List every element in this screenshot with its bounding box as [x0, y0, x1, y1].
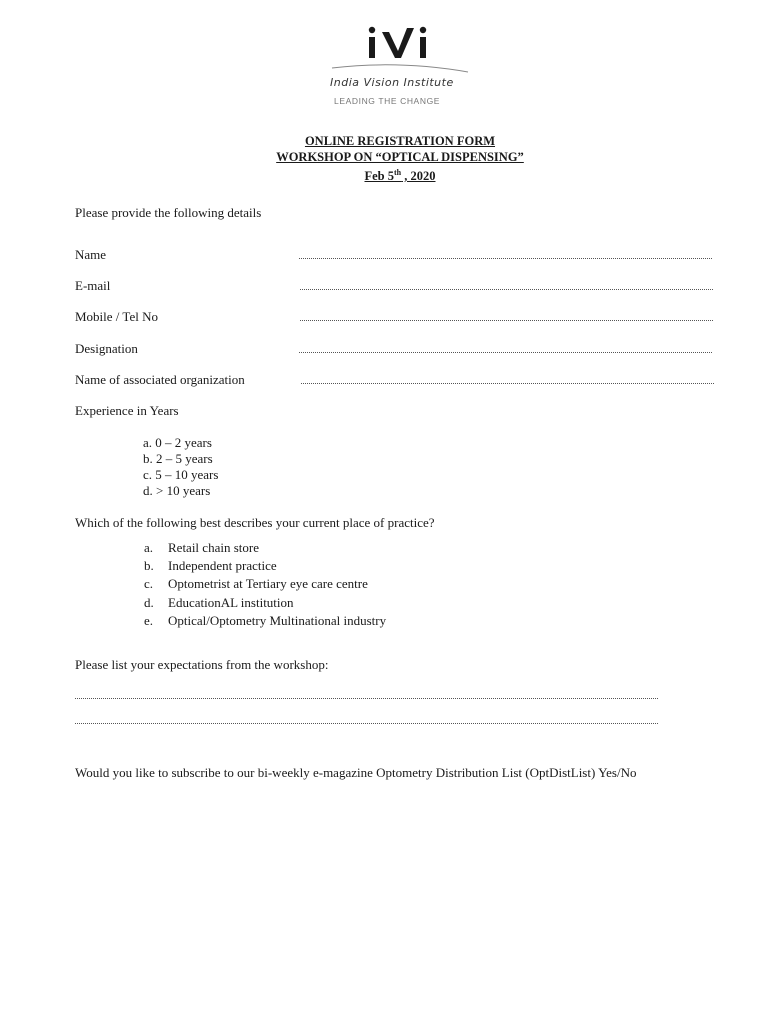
expectations-label: Please list your expectations from the workshop:: [75, 657, 329, 672]
expectations-input-line-1[interactable]: [75, 697, 658, 699]
designation-label: Designation: [75, 341, 138, 356]
email-input[interactable]: [300, 288, 713, 290]
mobile-label: Mobile / Tel No: [75, 309, 158, 324]
workshop-title: WORKSHOP ON “OPTICAL DISPENSING”: [276, 150, 524, 164]
experience-option[interactable]: d. > 10 years: [143, 483, 211, 498]
mobile-input[interactable]: [300, 319, 713, 321]
intro-text: Please provide the following details: [75, 205, 262, 220]
experience-option[interactable]: a. 0 – 2 years: [143, 435, 212, 450]
experience-option[interactable]: c. 5 – 10 years: [143, 467, 219, 482]
subscribe-question: Would you like to subscribe to our bi-weekly e-magazine Optometry Distribution List (OptDistList) Yes/No: [75, 765, 637, 780]
experience-option[interactable]: b. 2 – 5 years: [143, 451, 213, 466]
workshop-date: Feb 5th , 2020: [364, 168, 436, 184]
logo-script-text: India Vision Institute: [330, 76, 454, 89]
form-title-block: [0, 133, 770, 184]
name-label: Name: [75, 247, 107, 262]
logo-tagline: LEADING THE CHANGE: [334, 96, 441, 106]
experience-label: Experience in Years: [75, 403, 179, 418]
email-label: E-mail: [75, 278, 111, 293]
form-title: ONLINE REGISTRATION FORM: [304, 134, 496, 148]
organization-label: Name of associated organization: [75, 372, 245, 387]
registration-form-page: India Vision Institute LEADING THE CHANGE ONLINE REGISTRATION FORM WORKSHOP ON “OPTICAL DISPENSING” Feb 5th , 2020 Please provide the following details Name E-mail Mobile / Tel No Designation Name of associated organization Experience in Years a. 0 – 2 years b. 2 – 5 years c. 5 – 10 years d. > 10 years Which of the following best describes your current place of practice? a. Retail chain store b. Independent practice c. Optometrist at Tertiary eye care centre d. EducationAL institution e. Optical/Optometry Multinational industry Please list your expectations from the workshop: Would you like to subscribe to our bi-weekly e-magazine Optometry Distribution List (OptDistList) Yes/No: [0, 0, 770, 1024]
name-input[interactable]: [299, 257, 712, 259]
ivi-logo: [318, 18, 478, 106]
practice-question: Which of the following best describes your current place of practice?: [75, 515, 435, 530]
designation-input[interactable]: [299, 351, 712, 353]
experience-options: [143, 435, 218, 499]
expectations-input-line-2[interactable]: [75, 722, 658, 724]
organization-input[interactable]: [301, 382, 714, 384]
